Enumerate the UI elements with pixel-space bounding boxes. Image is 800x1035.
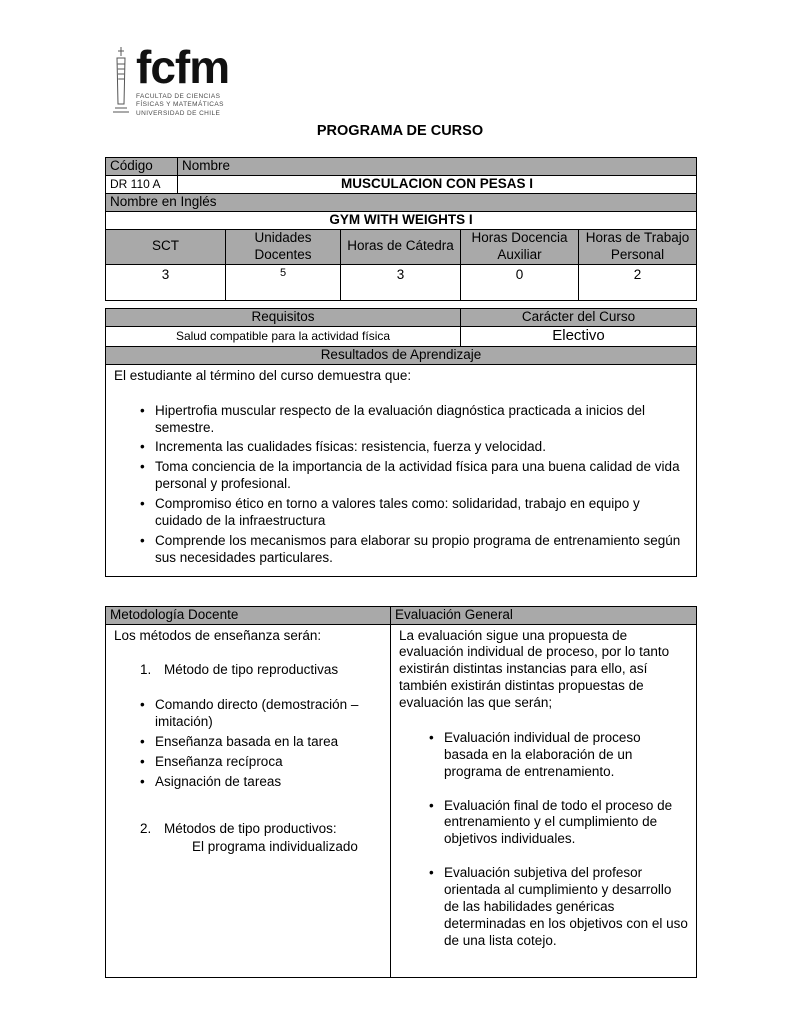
nombre-value-cell: MUSCULACION CON PESAS I (178, 176, 697, 194)
requisitos-value-cell: Salud compatible para la actividad física (106, 326, 461, 346)
evaluacion-header-cell: Evaluación General (391, 606, 697, 624)
metodologia-header-cell: Metodología Docente (106, 606, 391, 624)
metodologia-numbered-item-2 (140, 821, 382, 838)
resultados-header-cell: Resultados de Aprendizaje (106, 346, 697, 364)
resultados-item: • Comprende los mecanismos para elaborar su propio programa de entrenamiento según sus necesidades particulares. (140, 533, 688, 567)
horas-catedra-header-cell: Horas de Cátedra (341, 230, 461, 265)
sct-header-cell: SCT (106, 230, 226, 265)
metodologia-sub-item: El programa individualizado (192, 838, 358, 854)
metodologia-body-cell (106, 624, 391, 977)
page-title: PROGRAMA DE CURSO (316, 123, 484, 139)
evaluacion-item: • Evaluación final de todo el proceso de entrenamiento y el cumplimiento de objetivos individuales. (429, 798, 688, 849)
evaluacion-body-cell (391, 624, 697, 977)
hours-table (105, 229, 697, 301)
horas-docencia-auxiliar-value-cell: 0 (461, 264, 579, 300)
item-text: Método de tipo reproductivas (164, 662, 339, 678)
metodologia-intro: Los métodos de enseñanza serán: (114, 627, 322, 643)
logo-wordmark: fcfm (136, 41, 230, 93)
evaluacion-item: • Evaluación subjetiva del profesor orientada al cumplimiento y desarrollo de las habilidades genéricas determinadas en los objetivos con el uso de una lista cotejo. (429, 865, 688, 949)
codigo-value-cell: DR 110 A (106, 176, 178, 194)
horas-catedra-value-cell: 3 (341, 264, 461, 300)
logo-caption-line3: UNIVERSIDAD DE CHILE (136, 110, 221, 118)
item-number: 1. (140, 662, 152, 678)
university-logo (108, 41, 230, 120)
horas-trabajo-personal-header-cell: Horas de Trabajo Personal (579, 230, 697, 265)
spacer (105, 301, 696, 308)
horas-docencia-auxiliar-header-cell: Horas Docencia Auxiliar (461, 230, 579, 265)
metodologia-item: • Asignación de tareas (140, 774, 382, 791)
requisitos-table (105, 308, 697, 347)
nombre-ingles-header-cell: Nombre en Inglés (106, 194, 697, 212)
unidades-docentes-header-cell: Unidades Docentes (226, 230, 341, 265)
course-english-name-table (105, 193, 697, 230)
metodologia-item: • Enseñanza recíproca (140, 754, 382, 771)
document-content (105, 157, 696, 978)
metodologia-evaluacion-table (105, 606, 697, 978)
resultados-item: • Compromiso ético en torno a valores tales como: solidaridad, trabajo en equipo y cuidado de la infraestructura (140, 496, 688, 530)
metodologia-item: • Comando directo (demostración – imitación) (140, 697, 382, 731)
evaluacion-item: • Evaluación individual de proceso basada en la elaboración de un programa de entrenamiento. (429, 730, 688, 781)
evaluacion-intro: La evaluación sigue una propuesta de evaluación individual de proceso, por lo tanto existirán distintas instancias para ello, así también existirán distintas propuestas de evaluación las que serán; (399, 627, 670, 710)
item-number: 2. (140, 820, 152, 836)
logo-captions (136, 93, 229, 119)
resultados-item: • Hipertrofia muscular respecto de la evaluación diagnóstica practicada a inicios del semestre. (140, 403, 688, 437)
evaluacion-list (429, 730, 688, 950)
resultados-table (105, 346, 697, 577)
codigo-header-cell: Código (106, 158, 178, 176)
course-id-table (105, 157, 697, 194)
sct-value-cell: 3 (106, 264, 226, 300)
caracter-value-cell: Electivo (461, 326, 697, 346)
logo-caption-line1: FACULTAD DE CIENCIAS (136, 92, 221, 100)
resultados-intro: El estudiante al término del curso demuestra que: (114, 367, 412, 383)
resultados-body-cell (106, 364, 697, 576)
resultados-item: • Incrementa las cualidades físicas: resistencia, fuerza y velocidad. (140, 439, 688, 456)
metodologia-numbered-item-1 (140, 662, 382, 679)
logo-caption-line2: FÍSICAS Y MATEMÁTICAS (136, 101, 224, 109)
horas-trabajo-personal-value-cell: 2 (579, 264, 697, 300)
unidades-docentes-value-cell: 5 (226, 264, 341, 300)
caracter-header-cell: Carácter del Curso (461, 308, 697, 326)
item-text: Métodos de tipo productivos: (164, 820, 337, 836)
resultados-list (140, 403, 688, 567)
nombre-ingles-value-cell: GYM WITH WEIGHTS I (106, 212, 697, 230)
requisitos-header-cell: Requisitos (106, 308, 461, 326)
nombre-header-cell: Nombre (178, 158, 697, 176)
spacer (105, 577, 696, 606)
tower-icon (108, 46, 134, 120)
metodologia-list (140, 697, 382, 790)
logo-text-block (136, 41, 230, 119)
resultados-item: • Toma conciencia de la importancia de la actividad física para una buena calidad de vida personal y profesional. (140, 459, 688, 493)
metodologia-item: • Enseñanza basada en la tarea (140, 734, 382, 751)
